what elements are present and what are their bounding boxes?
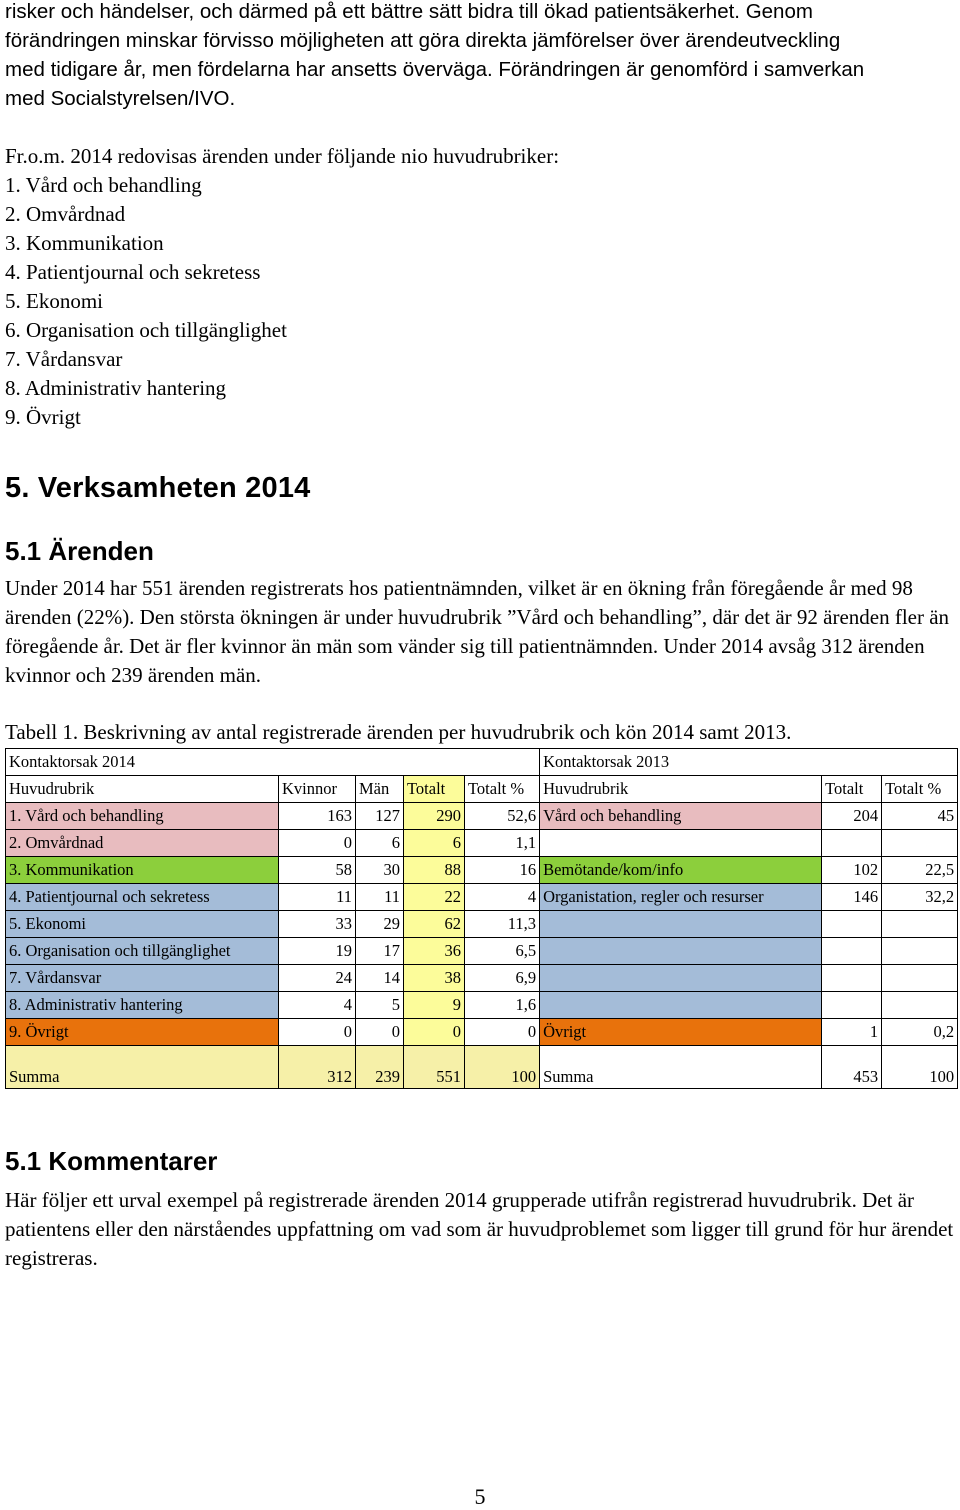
sum-label-cell: Summa (540, 1046, 822, 1089)
sum-value-cell: 453 (822, 1046, 882, 1089)
value-cell (822, 911, 882, 938)
value-cell: 6 (404, 830, 465, 857)
value-cell: 1,6 (465, 992, 540, 1019)
value-cell: 19 (279, 938, 356, 965)
value-cell (822, 830, 882, 857)
column-header: Totalt % (882, 776, 958, 803)
table-row (6, 803, 958, 830)
value-cell: 290 (404, 803, 465, 830)
value-cell: 16 (465, 857, 540, 884)
value-cell: 36 (404, 938, 465, 965)
sum-value-cell: 551 (404, 1046, 465, 1089)
value-cell: 0 (279, 1019, 356, 1046)
intro-line: risker och händelser, och därmed på ett bättre sätt bidra till ökad patientsäkerhet. Genom (5, 0, 813, 23)
intro-line: med tidigare år, men fördelarna har ansetts överväga. Förändringen är genomförd i samverkan (5, 58, 865, 81)
value-cell: 14 (356, 965, 404, 992)
sum-label-cell: Summa (6, 1046, 279, 1089)
category-cell: 6. Organisation och tillgänglighet (6, 938, 279, 965)
category-cell: 7. Vårdansvar (6, 965, 279, 992)
category-2013-cell (540, 911, 822, 938)
category-list-item: 4. Patientjournal och sekretess (5, 260, 261, 284)
value-cell: 9 (404, 992, 465, 1019)
intro-line: förändringen minskar förvisso möjligheten att göra direkta jämförelser över ärendeutveckling (5, 29, 841, 52)
sum-value-cell: 100 (465, 1046, 540, 1089)
category-cell: 4. Patientjournal och sekretess (6, 884, 279, 911)
kommentarer-paragraph: Här följer ett urval exempel på registrerade ärenden 2014 grupperade utifrån registrerad huvudrubrik. Det är patientens eller den närståendes uppfattning om vad som är huvudproblemet som ligger till grund för hur ärendet registreras. (5, 1188, 954, 1270)
value-cell: 24 (279, 965, 356, 992)
sum-value-cell: 312 (279, 1046, 356, 1089)
category-list-item: 1. Vård och behandling (5, 173, 202, 197)
value-cell: 22,5 (882, 857, 958, 884)
value-cell: 45 (882, 803, 958, 830)
column-header: Huvudrubrik (6, 776, 279, 803)
section-heading: 5. Verksamheten 2014 (5, 472, 311, 504)
category-cell: 2. Omvårdnad (6, 830, 279, 857)
value-cell: 127 (356, 803, 404, 830)
table-group-header-row (6, 749, 958, 776)
column-header: Totalt (822, 776, 882, 803)
category-cell: 1. Vård och behandling (6, 803, 279, 830)
category-cell: 9. Övrigt (6, 1019, 279, 1046)
value-cell: 0 (465, 1019, 540, 1046)
category-2013-cell: Bemötande/kom/info (540, 857, 822, 884)
value-cell (822, 992, 882, 1019)
value-cell (882, 965, 958, 992)
value-cell: 1 (822, 1019, 882, 1046)
value-cell: 163 (279, 803, 356, 830)
value-cell: 204 (822, 803, 882, 830)
value-cell: 6 (356, 830, 404, 857)
value-cell (882, 830, 958, 857)
sum-value-cell: 100 (882, 1046, 958, 1089)
value-cell: 6,5 (465, 938, 540, 965)
value-cell: 0 (356, 1019, 404, 1046)
category-2013-cell: Organistation, regler och resurser (540, 884, 822, 911)
category-lead-text: Fr.o.m. 2014 redovisas ärenden under följande nio huvudrubriker: (5, 144, 560, 168)
table-row (6, 830, 958, 857)
value-cell (882, 911, 958, 938)
category-2013-cell (540, 830, 822, 857)
value-cell: 29 (356, 911, 404, 938)
category-list (5, 171, 287, 432)
category-cell: 3. Kommunikation (6, 857, 279, 884)
value-cell: 11 (279, 884, 356, 911)
table-row (6, 911, 958, 938)
value-cell (822, 938, 882, 965)
value-cell: 22 (404, 884, 465, 911)
value-cell: 52,6 (465, 803, 540, 830)
value-cell: 62 (404, 911, 465, 938)
value-cell (882, 992, 958, 1019)
value-cell: 11 (356, 884, 404, 911)
value-cell: 4 (465, 884, 540, 911)
value-cell: 33 (279, 911, 356, 938)
value-cell: 0 (404, 1019, 465, 1046)
category-2013-cell (540, 992, 822, 1019)
category-cell: 5. Ekonomi (6, 911, 279, 938)
table-row (6, 965, 958, 992)
value-cell: 146 (822, 884, 882, 911)
value-cell: 32,2 (882, 884, 958, 911)
table-caption: Tabell 1. Beskrivning av antal registrerade ärenden per huvudrubrik och kön 2014 samt 2013. (5, 720, 792, 744)
category-cell: 8. Administrativ hantering (6, 992, 279, 1019)
category-list-item: 6. Organisation och tillgänglighet (5, 318, 287, 342)
table-row (6, 938, 958, 965)
category-list-item: 2. Omvårdnad (5, 202, 126, 226)
value-cell: 1,1 (465, 830, 540, 857)
table-row (6, 884, 958, 911)
subsection-heading-kommentarer: 5.1 Kommentarer (5, 1146, 218, 1176)
value-cell: 6,9 (465, 965, 540, 992)
table-row (6, 857, 958, 884)
category-2013-cell (540, 938, 822, 965)
subsection-heading-arenden: 5.1 Ärenden (5, 536, 154, 566)
category-list-item: 3. Kommunikation (5, 231, 164, 255)
table-row (6, 992, 958, 1019)
arenden-paragraph: Under 2014 har 551 ärenden registrerats hos patientnämnden, vilket är en ökning från föregående år med 98 ärenden (22%). Den största ökningen är under huvudrubrik ”Vård och behandling”, där det är 92 ärenden fler än föregående år. Det är fler kvinnor än män som vänder sig till patientnämnden. Under 2014 avsåg 312 ärenden kvinnor och 239 ärenden män. (5, 576, 950, 687)
value-cell: 0 (279, 830, 356, 857)
cases-table (5, 748, 958, 1089)
intro-line: med Socialstyrelsen/IVO. (5, 87, 236, 110)
group-2013-header: Kontaktorsak 2013 (540, 749, 958, 776)
value-cell: 17 (356, 938, 404, 965)
category-list-item: 8. Administrativ hantering (5, 376, 227, 400)
intro-paragraph (5, 0, 960, 113)
category-list-item: 7. Vårdansvar (5, 347, 123, 371)
column-header: Män (356, 776, 404, 803)
table-sum-row (6, 1046, 958, 1089)
value-cell: 11,3 (465, 911, 540, 938)
column-header: Totalt (404, 776, 465, 803)
value-cell (822, 965, 882, 992)
value-cell: 88 (404, 857, 465, 884)
value-cell: 0,2 (882, 1019, 958, 1046)
value-cell: 38 (404, 965, 465, 992)
category-2013-cell: Övrigt (540, 1019, 822, 1046)
sum-value-cell: 239 (356, 1046, 404, 1089)
value-cell: 5 (356, 992, 404, 1019)
value-cell: 58 (279, 857, 356, 884)
page-number: 5 (474, 1484, 486, 1509)
value-cell: 30 (356, 857, 404, 884)
column-header: Huvudrubrik (540, 776, 822, 803)
category-list-item: 5. Ekonomi (5, 289, 103, 313)
table-column-header-row (6, 776, 958, 803)
column-header: Totalt % (465, 776, 540, 803)
category-2013-cell (540, 965, 822, 992)
value-cell: 102 (822, 857, 882, 884)
value-cell: 4 (279, 992, 356, 1019)
table-row (6, 1019, 958, 1046)
value-cell (882, 938, 958, 965)
category-list-item: 9. Övrigt (5, 405, 81, 429)
category-2013-cell: Vård och behandling (540, 803, 822, 830)
column-header: Kvinnor (279, 776, 356, 803)
group-2014-header: Kontaktorsak 2014 (6, 749, 540, 776)
